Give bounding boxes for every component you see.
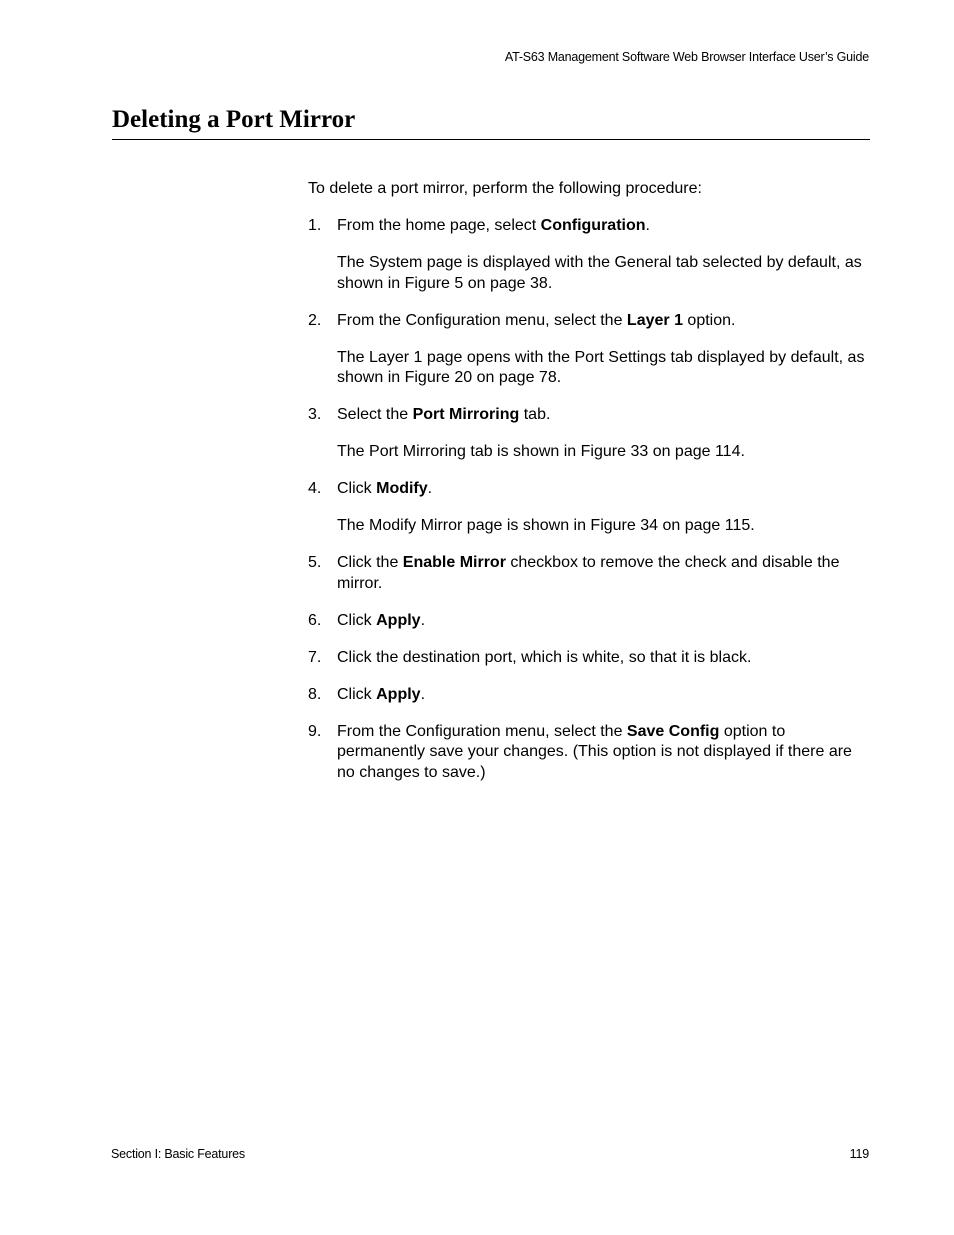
step-7: [308, 648, 870, 669]
ui-term: Apply: [376, 611, 421, 629]
step-9: [308, 722, 870, 784]
step-note: The Port Mirroring tab is shown in Figure 33 on page 114.: [337, 443, 745, 460]
step-number: 1.: [308, 217, 322, 234]
step-3: [308, 405, 870, 463]
step-number: 8.: [308, 685, 322, 703]
step-6: [308, 611, 870, 632]
intro-paragraph: To delete a port mirror, perform the following procedure:: [308, 180, 702, 197]
step-instruction: Click Modify.: [337, 480, 433, 497]
ui-term: Enable Mirror: [402, 554, 506, 571]
step-number: 9.: [308, 722, 322, 740]
step-8: [308, 685, 870, 706]
step-note: The System page is displayed with the General tab selected by default, as shown in Figure 5 on page 38.: [337, 254, 862, 292]
step-instruction: From the Configuration menu, select the Layer 1 option.: [337, 311, 736, 329]
step-instruction: From the home page, select Configuration.: [337, 217, 650, 234]
step-instruction: Click the Enable Mirror checkbox to remove the check and disable the mirror.: [337, 554, 840, 592]
step-instruction: Click Apply.: [337, 685, 426, 703]
ui-term: Port Mirroring: [412, 406, 520, 423]
step-instruction: Click the destination port, which is white, so that it is black.: [337, 648, 752, 666]
step-note: The Modify Mirror page is shown in Figure 34 on page 115.: [337, 517, 755, 534]
step-note: The Layer 1 page opens with the Port Settings tab displayed by default, as shown in Figure 20 on page 78.: [337, 348, 865, 386]
step-number: 6.: [308, 611, 322, 629]
step-instruction: From the Configuration menu, select the Save Config option to permanently save your changes. (This option is not displayed if there are no changes to save.): [337, 722, 852, 781]
section-title: Deleting a Port Mirror: [112, 106, 356, 133]
step-5: [308, 553, 870, 594]
step-number: 7.: [308, 648, 322, 666]
ui-term: Modify: [376, 480, 428, 497]
step-number: 2.: [308, 311, 322, 329]
step-number: 3.: [308, 406, 322, 423]
step-number: 4.: [308, 480, 322, 497]
footer-section-label: Section I: Basic Features: [111, 1147, 245, 1161]
step-2: [308, 311, 870, 389]
step-4: [308, 479, 870, 537]
procedure-steps: [308, 216, 870, 783]
body-text: [308, 179, 870, 800]
page-number: 119: [849, 1147, 869, 1161]
title-rule: [112, 139, 870, 140]
ui-term: Configuration: [540, 217, 646, 234]
step-instruction: Click Apply.: [337, 611, 426, 629]
step-number: 5.: [308, 554, 322, 571]
step-1: [308, 216, 870, 294]
step-instruction: Select the Port Mirroring tab.: [337, 406, 551, 423]
ui-term: Layer 1: [626, 311, 683, 329]
ui-term: Save Config: [626, 722, 720, 740]
running-header: AT-S63 Management Software Web Browser Interface User’s Guide: [504, 50, 869, 64]
ui-term: Apply: [376, 685, 421, 703]
